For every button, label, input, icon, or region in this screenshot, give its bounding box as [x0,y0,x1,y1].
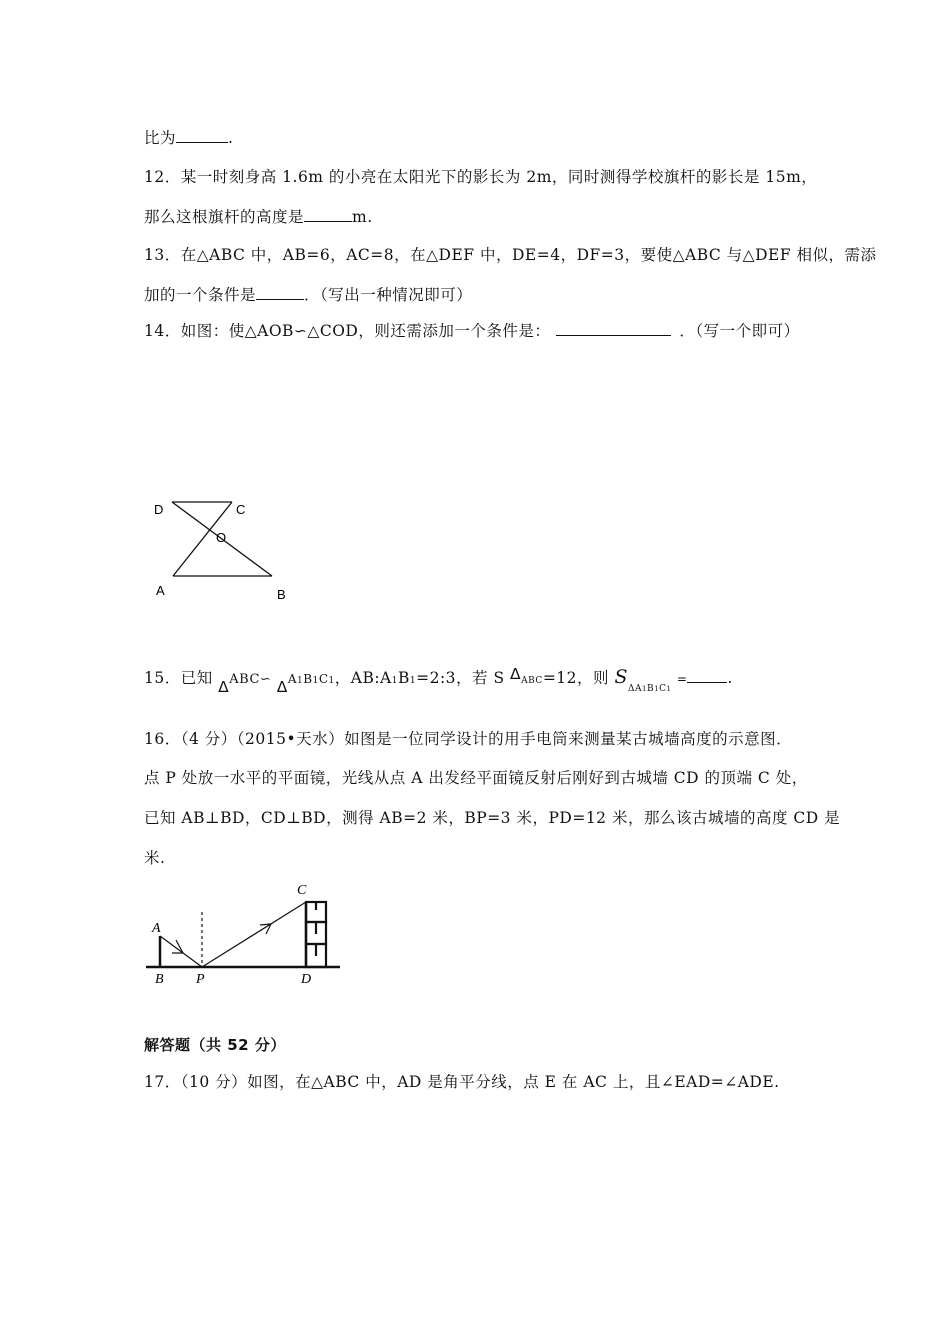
label-c: C [297,883,307,898]
label-a: A [152,921,161,936]
q16-line2: 点 P 处放一水平的平面镜，光线从点 A 出发经平面镜反射后刚好到古城墙 CD 的顶端 C 处， [144,769,808,787]
label-d: D [301,972,312,987]
q15-line: 15．已知 ΔABC∽ ΔA1B1C1，AB:A1B1=2:3，若 S ΔABC=12，则 $S_{\Delta A1B1C1}$ = . [144,665,733,696]
answer-blank-14[interactable] [556,321,671,336]
section-heading: 解答题（共 52 分） [144,1036,286,1054]
figure-14 [148,492,298,607]
q14-line: 14．如图：使△AOB∽△COD，则还需添加一个条件是： ．（写一个即可） [144,322,800,340]
q13-line1: 13．在△ABC 中，AB=6，AC=8，在△DEF 中，DE=4，DF=3，要使△ABC 与△DEF 相似，需添 [144,246,877,264]
q16-line3: 已知 AB⊥BD，CD⊥BD，测得 AB=2 米，BP=3 米，PD=12 米，那么该古城墙的高度 CD 是 [144,809,841,827]
label-b: B [277,587,286,602]
answer-blank-12[interactable] [304,207,352,222]
label-d: D [154,502,164,517]
q11-tail: 比为 . [144,129,234,147]
answer-blank-13[interactable] [256,285,304,300]
q12-line2: 那么这根旗杆的高度是 m. [144,208,373,226]
wall-bricks [306,902,326,967]
label-p: P [196,972,205,987]
figure-16 [140,878,350,990]
q12-line1: 12．某一时刻身高 1.6m 的小亮在太阳光下的影长为 2m，同时测得学校旗杆的影长是 15m， [144,168,818,186]
answer-blank-15[interactable] [687,668,727,683]
label-a: A [156,583,165,598]
ray-pc [202,902,306,967]
label-o: O [216,530,227,545]
label-c: C [236,502,246,517]
ray-ap [160,936,202,967]
label-b: B [155,972,164,987]
q13-line2: 加的一个条件是 ．（写出一种情况即可） [144,286,473,304]
answer-blank-11[interactable] [176,128,228,143]
q16-line4: 米. [144,849,166,867]
q17-line: 17．（10 分）如图，在△ABC 中，AD 是角平分线，点 E 在 AC 上，且∠EAD=∠ADE. [144,1073,780,1091]
q16-line1: 16．（4 分）（2015•天水）如图是一位同学设计的用手电筒来测量某古城墙高度的示意图． [144,730,793,748]
